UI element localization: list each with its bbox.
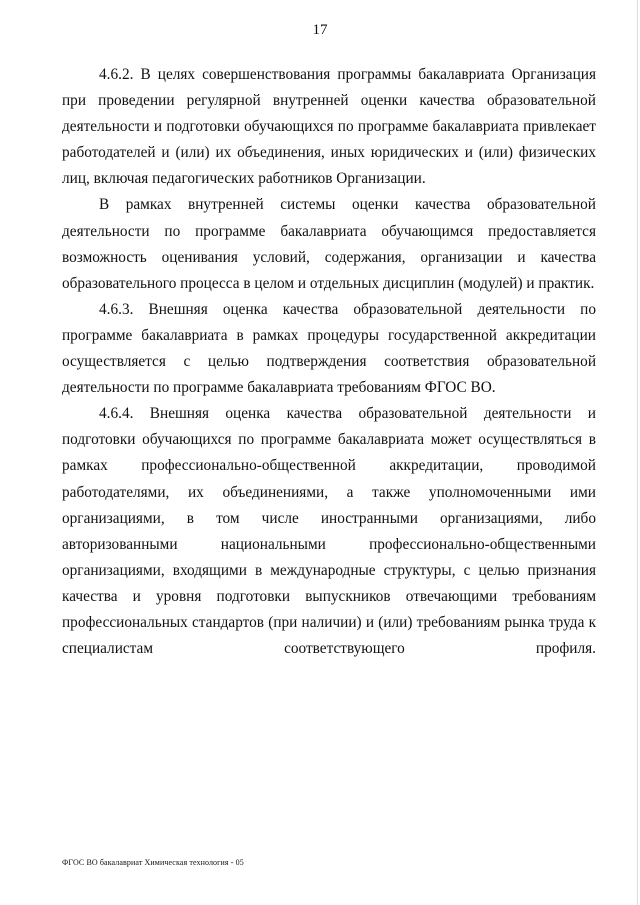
page-number: 17 (312, 22, 328, 38)
body-text (62, 62, 596, 662)
scan-edge-line (637, 0, 638, 905)
paragraph-4-6-3: 4.6.3. Внешняя оценка качества образовательной деятельности по программе бакалавриата в рамках процедуры государственной аккредитации осуществляется с целью подтверждения соответствия образовательной деятельности по программе бакалавриата требованиям ФГОС ВО. (62, 300, 596, 397)
paragraph-internal-assessment: В рамках внутренней системы оценки качества образовательной деятельности по программе бакалавриата обучающимся предоставляется возможность оценивания условий, содержания, организации и качества образовательного процесса в целом и отдельных дисциплин (модулей) и практик. (62, 196, 596, 292)
page-footer: ФГОС ВО бакалавриат Химическая технология - 05 (62, 858, 244, 867)
paragraph-4-6-4: 4.6.4. Внешняя оценка качества образовательной деятельности и подготовки обучающихся по программе бакалавриата может осуществляться в рамках профессионально-общественной аккредитации, проводимой работодателями, их объединениями, а также уполномоченными ими организациями, в том числе иностранными организациями, либо авторизованными национальными профессионально-общественными организациями, входящими в международные структуры, с целью признания качества и уровня подготовки выпускников отвечающими требованиям профессиональных стандартов (при наличии) и (или) требованиям рынка труда к специалистам соответствующего профиля. (62, 405, 596, 658)
paragraph-4-6-2: 4.6.2. В целях совершенствования программы бакалавриата Организация при проведении регулярной внутренней оценки качества образовательной деятельности и подготовки обучающихся по программе бакалавриата привлекает работодателей и (или) их объединения, иных юридических и (или) физических лиц, включая педагогических работников Организации. (62, 66, 596, 188)
